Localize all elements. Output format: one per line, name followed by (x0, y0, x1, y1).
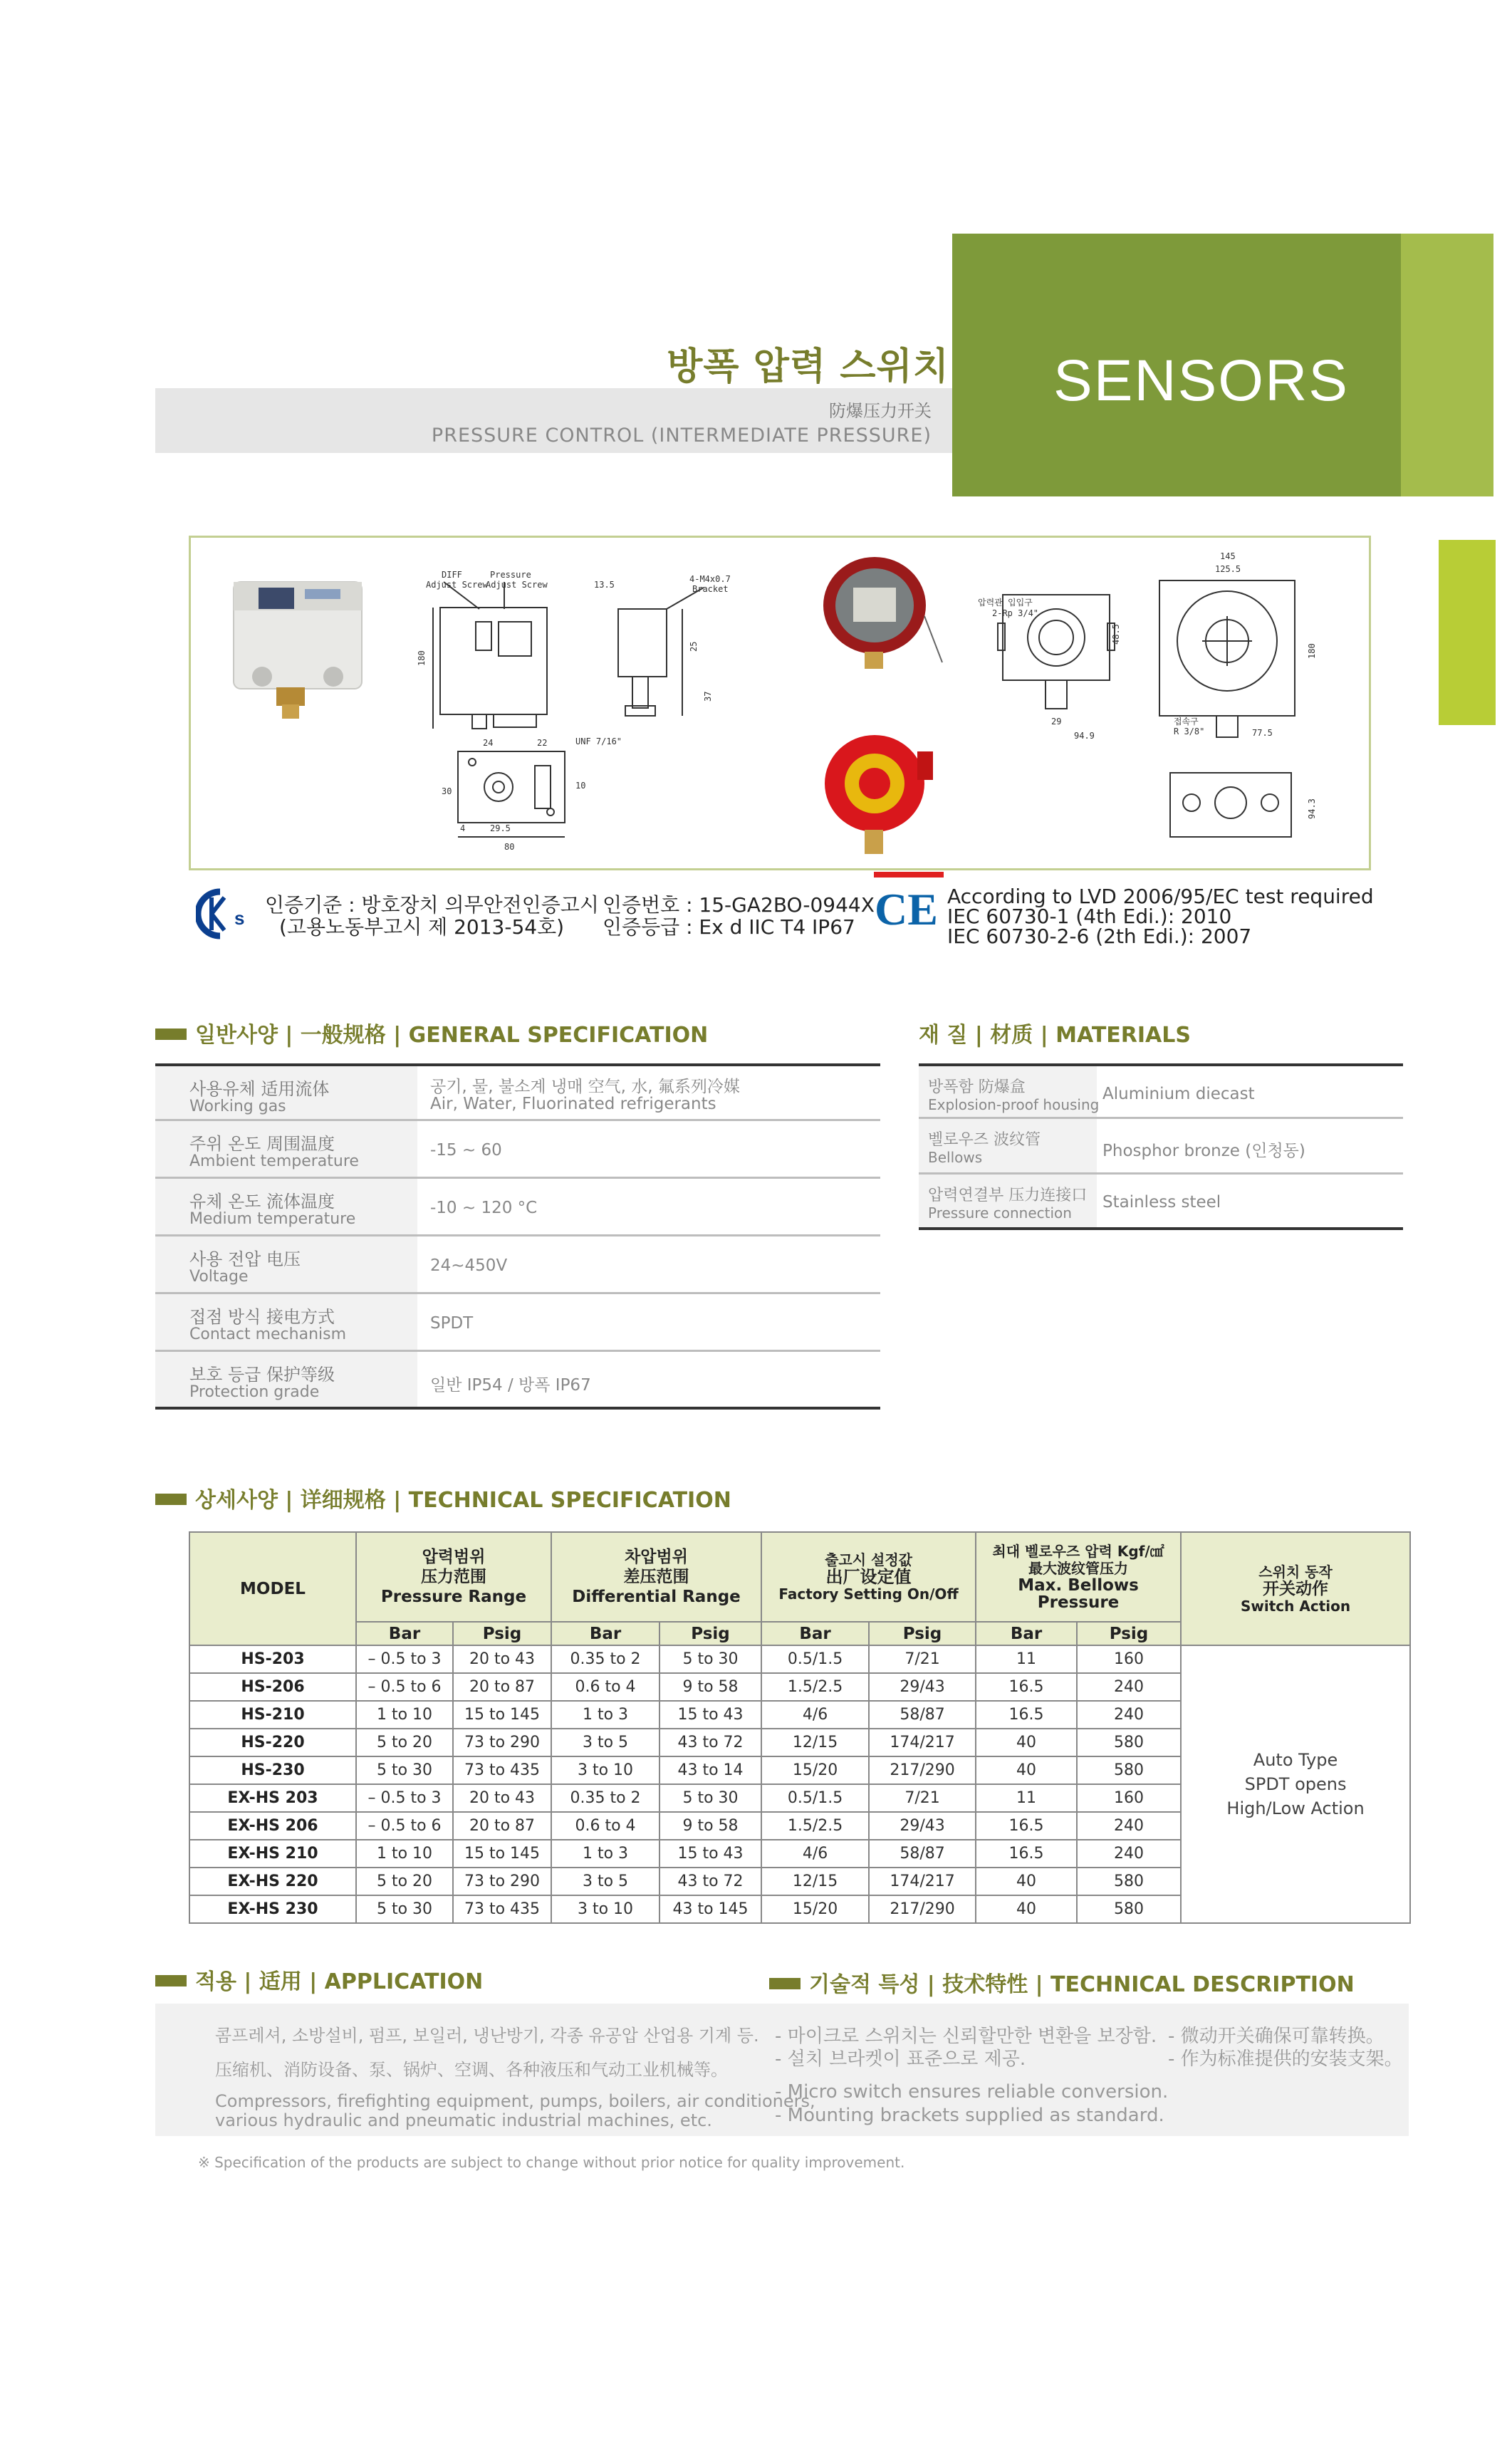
dim-94-3: 94.3 (1307, 798, 1317, 819)
value-cell: 58/87 (869, 1701, 976, 1729)
value-cell: 15 to 145 (453, 1840, 551, 1868)
label-inlet-ko: 압력관 입입구 (978, 598, 1033, 608)
material-value: Aluminium diecast (1102, 1085, 1255, 1103)
ce-line-1: According to LVD 2006/95/EC test required (947, 885, 1374, 908)
category-banner (952, 234, 1401, 496)
label-unf: UNF 7/16" (575, 736, 622, 746)
application-heading (155, 1964, 483, 1995)
label-diff: DIFF (442, 570, 462, 580)
value-cell: 580 (1077, 1729, 1181, 1756)
value-cell: 9 to 58 (659, 1673, 761, 1701)
cert-number: 인증번호 : 15-GA2BO-0944X (603, 893, 875, 917)
value-cell: 1 to 10 (356, 1840, 453, 1868)
tech-desc-en-1: - Micro switch ensures reliable conversion. (775, 2081, 1169, 2103)
model-cell: EX-HS 210 (189, 1840, 356, 1868)
unit-bar: Bar (356, 1622, 453, 1645)
ce-line-2: IEC 60730-1 (4th Edi.): 2010 (947, 905, 1232, 928)
spec-row-medium-temp (155, 1179, 880, 1236)
material-value: Phosphor bronze (인청동) (1102, 1142, 1305, 1160)
model-cell: HS-220 (189, 1729, 356, 1756)
model-cell: HS-203 (189, 1645, 356, 1673)
material-value: Stainless steel (1102, 1193, 1221, 1212)
dim-29-5: 29.5 (490, 823, 511, 833)
dim-22: 22 (537, 738, 548, 748)
heading-marker (155, 1494, 187, 1505)
value-cell: 0.6 to 4 (551, 1673, 659, 1701)
tech-desc-en-2: - Mounting brackets supplied as standard. (775, 2105, 1164, 2126)
unit-psig: Psig (659, 1622, 761, 1645)
label-diff-adjust: Adjust Screw (426, 580, 488, 590)
switch-action-line: High/Low Action (1226, 1798, 1365, 1818)
model-cell: HS-206 (189, 1673, 356, 1701)
label-conn-ko: 접속구 (1174, 717, 1199, 727)
value-cell: 15/20 (761, 1756, 869, 1784)
spec-label-ko: 접점 방식 接电方式 (189, 1307, 335, 1327)
value-cell: 5 to 20 (356, 1868, 453, 1895)
spec-label-en: Ambient temperature (189, 1152, 359, 1170)
spec-label-en: Voltage (189, 1268, 249, 1286)
technical-spec-heading (155, 1482, 731, 1514)
value-cell: 240 (1077, 1840, 1181, 1868)
housing-drawing (998, 580, 1295, 837)
spec-value: -10 ~ 120 °C (430, 1199, 538, 1217)
value-cell: 43 to 14 (659, 1756, 761, 1784)
value-cell: 174/217 (869, 1729, 976, 1756)
material-label-ko: 압력연결부 压力连接口 (928, 1187, 1088, 1204)
product-drawings (191, 538, 1369, 868)
value-cell: 5 to 20 (356, 1729, 453, 1756)
value-cell: 73 to 435 (453, 1895, 551, 1923)
spec-value: SPDT (430, 1314, 474, 1333)
cert-standard-line1: 인증기준 : 방호장치 의무안전인증고시 (265, 893, 599, 917)
spec-value: -15 ~ 60 (430, 1141, 502, 1160)
value-cell: 0.6 to 4 (551, 1812, 659, 1840)
model-cell: EX-HS 230 (189, 1895, 356, 1923)
value-cell: 7/21 (869, 1645, 976, 1673)
spec-row-ambient-temp (155, 1121, 880, 1179)
materials-table (919, 1063, 1403, 1230)
materials-heading: 재 질 | 材质 | MATERIALS (919, 1023, 1191, 1048)
value-cell: 217/290 (869, 1895, 976, 1923)
ce-logo: CE (875, 884, 938, 934)
dim-24: 24 (483, 738, 494, 748)
label-conn-size: R 3/8" (1174, 727, 1205, 736)
value-cell: 0.35 to 2 (551, 1645, 659, 1673)
unit-bar: Bar (976, 1622, 1077, 1645)
housing-photo-closed (825, 735, 933, 854)
label-pressure-adjust: Adjust Screw (486, 580, 548, 590)
dim-94-9: 94.9 (1074, 731, 1095, 741)
dim-48-5: 48.5 (1111, 624, 1121, 645)
value-cell: 240 (1077, 1701, 1181, 1729)
dim-125-5: 125.5 (1215, 564, 1241, 574)
unit-psig: Psig (869, 1622, 976, 1645)
tech-desc-ko-2: - 설치 브라켓이 표준으로 제공. (775, 2048, 1026, 2070)
value-cell: 4/6 (761, 1840, 869, 1868)
label-inlet-size: 2-Rp 3/4" (992, 608, 1039, 618)
value-cell: – 0.5 to 3 (356, 1784, 453, 1812)
value-cell: 16.5 (976, 1812, 1077, 1840)
tech-desc-zh-1: - 微动开关确保可靠转换。 (1168, 2026, 1385, 2047)
dim-29b: 29 (1051, 717, 1062, 727)
switch-action-cell (1181, 1645, 1410, 1923)
dim-145: 145 (1220, 551, 1236, 561)
spec-row-protection (155, 1352, 880, 1410)
dim-30: 30 (442, 786, 452, 796)
value-cell: – 0.5 to 3 (356, 1645, 453, 1673)
value-cell: 16.5 (976, 1840, 1077, 1868)
cert-grade: 인증등급 : Ex d IIC T4 IP67 (603, 915, 855, 939)
spec-value: 24~450V (430, 1256, 508, 1275)
value-cell: 4/6 (761, 1701, 869, 1729)
switch-action-line: SPDT opens (1244, 1774, 1347, 1794)
value-cell: – 0.5 to 6 (356, 1812, 453, 1840)
spec-value: 공기, 물, 불소계 냉매 空气, 水, 氟系列冷媒 (430, 1078, 740, 1096)
value-cell: 217/290 (869, 1756, 976, 1784)
value-cell: 40 (976, 1895, 1077, 1923)
spec-label-ko: 유체 온도 流体温度 (189, 1192, 335, 1212)
kcs-letter: s (234, 907, 245, 929)
model-cell: EX-HS 206 (189, 1812, 356, 1840)
general-spec-table (155, 1063, 880, 1410)
label-bracket: Bracket (692, 584, 729, 594)
application-en-1: Compressors, firefighting equipment, pumps, boilers, air conditioners, (215, 2091, 815, 2111)
value-cell: 3 to 5 (551, 1729, 659, 1756)
value-cell: – 0.5 to 6 (356, 1673, 453, 1701)
ce-line-3: IEC 60730-2-6 (2th Edi.): 2007 (947, 925, 1252, 948)
value-cell: 1 to 3 (551, 1840, 659, 1868)
value-cell: 40 (976, 1756, 1077, 1784)
value-cell: 43 to 72 (659, 1868, 761, 1895)
dim-37: 37 (703, 691, 713, 702)
unit-psig: Psig (1077, 1622, 1181, 1645)
general-spec-heading (155, 1017, 708, 1048)
dim-13-5: 13.5 (594, 580, 615, 590)
model-cell: HS-210 (189, 1701, 356, 1729)
material-label-en: Explosion-proof housing (928, 1096, 1100, 1113)
value-cell: 73 to 435 (453, 1756, 551, 1784)
application-zh: 压缩机、消防设备、泵、锅炉、空调、各种液压和气动工业机械等。 (215, 2060, 728, 2080)
application-ko: 콤프레셔, 소방설비, 펌프, 보일러, 냉난방기, 각종 유공압 산업용 기계 등. (215, 2026, 759, 2046)
value-cell: 73 to 290 (453, 1868, 551, 1895)
spec-row-working-gas (155, 1063, 880, 1121)
model-cell: EX-HS 220 (189, 1868, 356, 1895)
value-cell: 0.35 to 2 (551, 1784, 659, 1812)
model-cell: EX-HS 203 (189, 1784, 356, 1812)
technical-description-heading-text: 기술적 특성 | 技术特性 | TECHNICAL DESCRIPTION (809, 1972, 1355, 1997)
unit-psig: Psig (453, 1622, 551, 1645)
value-cell: 3 to 10 (551, 1895, 659, 1923)
application-en-2: various hydraulic and pneumatic industrial machines, etc. (215, 2110, 712, 2130)
switch-drawing-front (433, 582, 547, 729)
value-cell: 5 to 30 (356, 1895, 453, 1923)
col-max-bellows-pressure: 최대 벨로우즈 압력 Kgf/㎠ 最大波纹管压力 Max. Bellows Pressure (976, 1532, 1181, 1622)
product-figure (189, 536, 1371, 870)
spec-label-en: Protection grade (189, 1383, 320, 1401)
footnote: ※ Specification of the products are subject to change without prior notice for quality improvement. (198, 2154, 905, 2171)
value-cell: 20 to 87 (453, 1673, 551, 1701)
dim-180: 180 (417, 650, 427, 666)
value-cell: 240 (1077, 1812, 1181, 1840)
spec-label-en: Medium temperature (189, 1210, 356, 1228)
value-cell: 240 (1077, 1673, 1181, 1701)
dim-180b: 180 (1307, 643, 1317, 659)
value-cell: 58/87 (869, 1840, 976, 1868)
value-cell: 3 to 10 (551, 1756, 659, 1784)
value-cell: 73 to 290 (453, 1729, 551, 1756)
spec-value-en: Air, Water, Fluorinated refrigerants (430, 1095, 716, 1113)
value-cell: 580 (1077, 1756, 1181, 1784)
col-pressure-range: 압력범위 压力范围 Pressure Range (356, 1532, 551, 1622)
spec-value: 일반 IP54 / 방폭 IP67 (430, 1376, 591, 1395)
figure-accent-bar (874, 872, 944, 878)
col-switch-action: 스위치 동작 开关动作 Switch Action (1181, 1532, 1410, 1645)
dim-80: 80 (504, 842, 515, 852)
value-cell: 40 (976, 1729, 1077, 1756)
general-spec-heading-text: 일반사양 | 一般规格 | GENERAL SPECIFICATION (195, 1023, 709, 1048)
value-cell: 1 to 3 (551, 1701, 659, 1729)
value-cell: 20 to 87 (453, 1812, 551, 1840)
material-row-bellows (919, 1119, 1403, 1175)
value-cell: 16.5 (976, 1673, 1077, 1701)
material-row-connection (919, 1175, 1403, 1230)
value-cell: 5 to 30 (356, 1756, 453, 1784)
value-cell: 5 to 30 (659, 1784, 761, 1812)
value-cell: 1 to 10 (356, 1701, 453, 1729)
technical-description-heading (769, 1967, 1355, 1998)
dim-10: 10 (575, 781, 586, 791)
value-cell: 160 (1077, 1645, 1181, 1673)
unit-bar: Bar (551, 1622, 659, 1645)
col-factory-setting: 출고시 설정값 出厂设定值 Factory Setting On/Off (761, 1532, 976, 1622)
side-tab (1439, 540, 1496, 725)
value-cell: 16.5 (976, 1701, 1077, 1729)
housing-photo-open (823, 557, 942, 669)
spec-row-contact (155, 1294, 880, 1352)
value-cell: 0.5/1.5 (761, 1645, 869, 1673)
label-pressure: Pressure (490, 570, 531, 580)
label-bracket-hole: 4-M4x0.7 (689, 574, 731, 584)
material-label-ko: 벨로우즈 波纹管 (928, 1131, 1041, 1149)
switch-photo (234, 582, 362, 719)
heading-marker (769, 1978, 801, 1989)
dim-77-5: 77.5 (1252, 728, 1273, 738)
switch-drawing-bottom (458, 751, 565, 837)
spec-label-ko: 사용 전압 电压 (189, 1249, 301, 1269)
value-cell: 15 to 43 (659, 1840, 761, 1868)
spec-row-voltage (155, 1236, 880, 1294)
value-cell: 43 to 145 (659, 1895, 761, 1923)
value-cell: 580 (1077, 1868, 1181, 1895)
value-cell: 174/217 (869, 1868, 976, 1895)
value-cell: 11 (976, 1784, 1077, 1812)
material-row-housing (919, 1063, 1403, 1119)
unit-bar: Bar (761, 1622, 869, 1645)
table-row (189, 1645, 1410, 1673)
heading-marker (155, 1975, 187, 1986)
category-tab (1401, 234, 1493, 496)
value-cell: 11 (976, 1645, 1077, 1673)
value-cell: 1.5/2.5 (761, 1673, 869, 1701)
material-label-ko: 방폭함 防爆盒 (928, 1078, 1026, 1096)
value-cell: 580 (1077, 1895, 1181, 1923)
value-cell: 29/43 (869, 1812, 976, 1840)
value-cell: 29/43 (869, 1673, 976, 1701)
value-cell: 40 (976, 1868, 1077, 1895)
value-cell: 3 to 5 (551, 1868, 659, 1895)
value-cell: 5 to 30 (659, 1645, 761, 1673)
value-cell: 7/21 (869, 1784, 976, 1812)
value-cell: 160 (1077, 1784, 1181, 1812)
value-cell: 12/15 (761, 1729, 869, 1756)
page-title-en: PRESSURE CONTROL (INTERMEDIATE PRESSURE) (431, 425, 932, 447)
value-cell: 15/20 (761, 1895, 869, 1923)
cert-standard-line2: (고용노동부고시 제 2013-54호) (279, 915, 565, 939)
technical-spec-heading-text: 상세사양 | 详细规格 | TECHNICAL SPECIFICATION (195, 1488, 731, 1513)
category-label: SENSORS (1053, 348, 1349, 413)
spec-label-en: Working gas (189, 1098, 286, 1115)
col-model: MODEL (189, 1532, 356, 1645)
value-cell: 20 to 43 (453, 1784, 551, 1812)
model-cell: HS-230 (189, 1756, 356, 1784)
tech-desc-zh-2: - 作为标准提供的安装支架。 (1168, 2048, 1403, 2070)
dim-4: 4 (460, 823, 466, 833)
value-cell: 9 to 58 (659, 1812, 761, 1840)
value-cell: 15 to 145 (453, 1701, 551, 1729)
page-title-zh: 防爆压力开关 (829, 401, 932, 421)
application-heading-text: 적용 | 适用 | APPLICATION (195, 1969, 484, 1994)
table-header-row (189, 1532, 1410, 1622)
dim-25: 25 (689, 641, 699, 652)
col-differential-range: 차압범위 差压范围 Differential Range (551, 1532, 761, 1622)
kcs-logo (196, 887, 256, 940)
value-cell: 20 to 43 (453, 1645, 551, 1673)
tech-desc-ko-1: - 마이크로 스위치는 신뢰할만한 변환을 보장함. (775, 2026, 1157, 2047)
switch-action-line: Auto Type (1253, 1750, 1338, 1770)
value-cell: 43 to 72 (659, 1729, 761, 1756)
table-body (189, 1645, 1410, 1923)
spec-label-ko: 사용유체 适用流体 (189, 1079, 330, 1099)
value-cell: 0.5/1.5 (761, 1784, 869, 1812)
technical-spec-table (189, 1531, 1411, 1924)
spec-label-en: Contact mechanism (189, 1326, 347, 1343)
heading-marker (155, 1028, 187, 1040)
value-cell: 1.5/2.5 (761, 1812, 869, 1840)
spec-label-ko: 주위 온도 周围温度 (189, 1134, 335, 1154)
spec-label-ko: 보호 등급 保护等级 (189, 1365, 335, 1385)
value-cell: 15 to 43 (659, 1701, 761, 1729)
value-cell: 12/15 (761, 1868, 869, 1895)
page-title-ko: 방폭 압력 스위치 (667, 345, 949, 388)
material-label-en: Pressure connection (928, 1204, 1072, 1222)
material-label-en: Bellows (928, 1149, 983, 1166)
